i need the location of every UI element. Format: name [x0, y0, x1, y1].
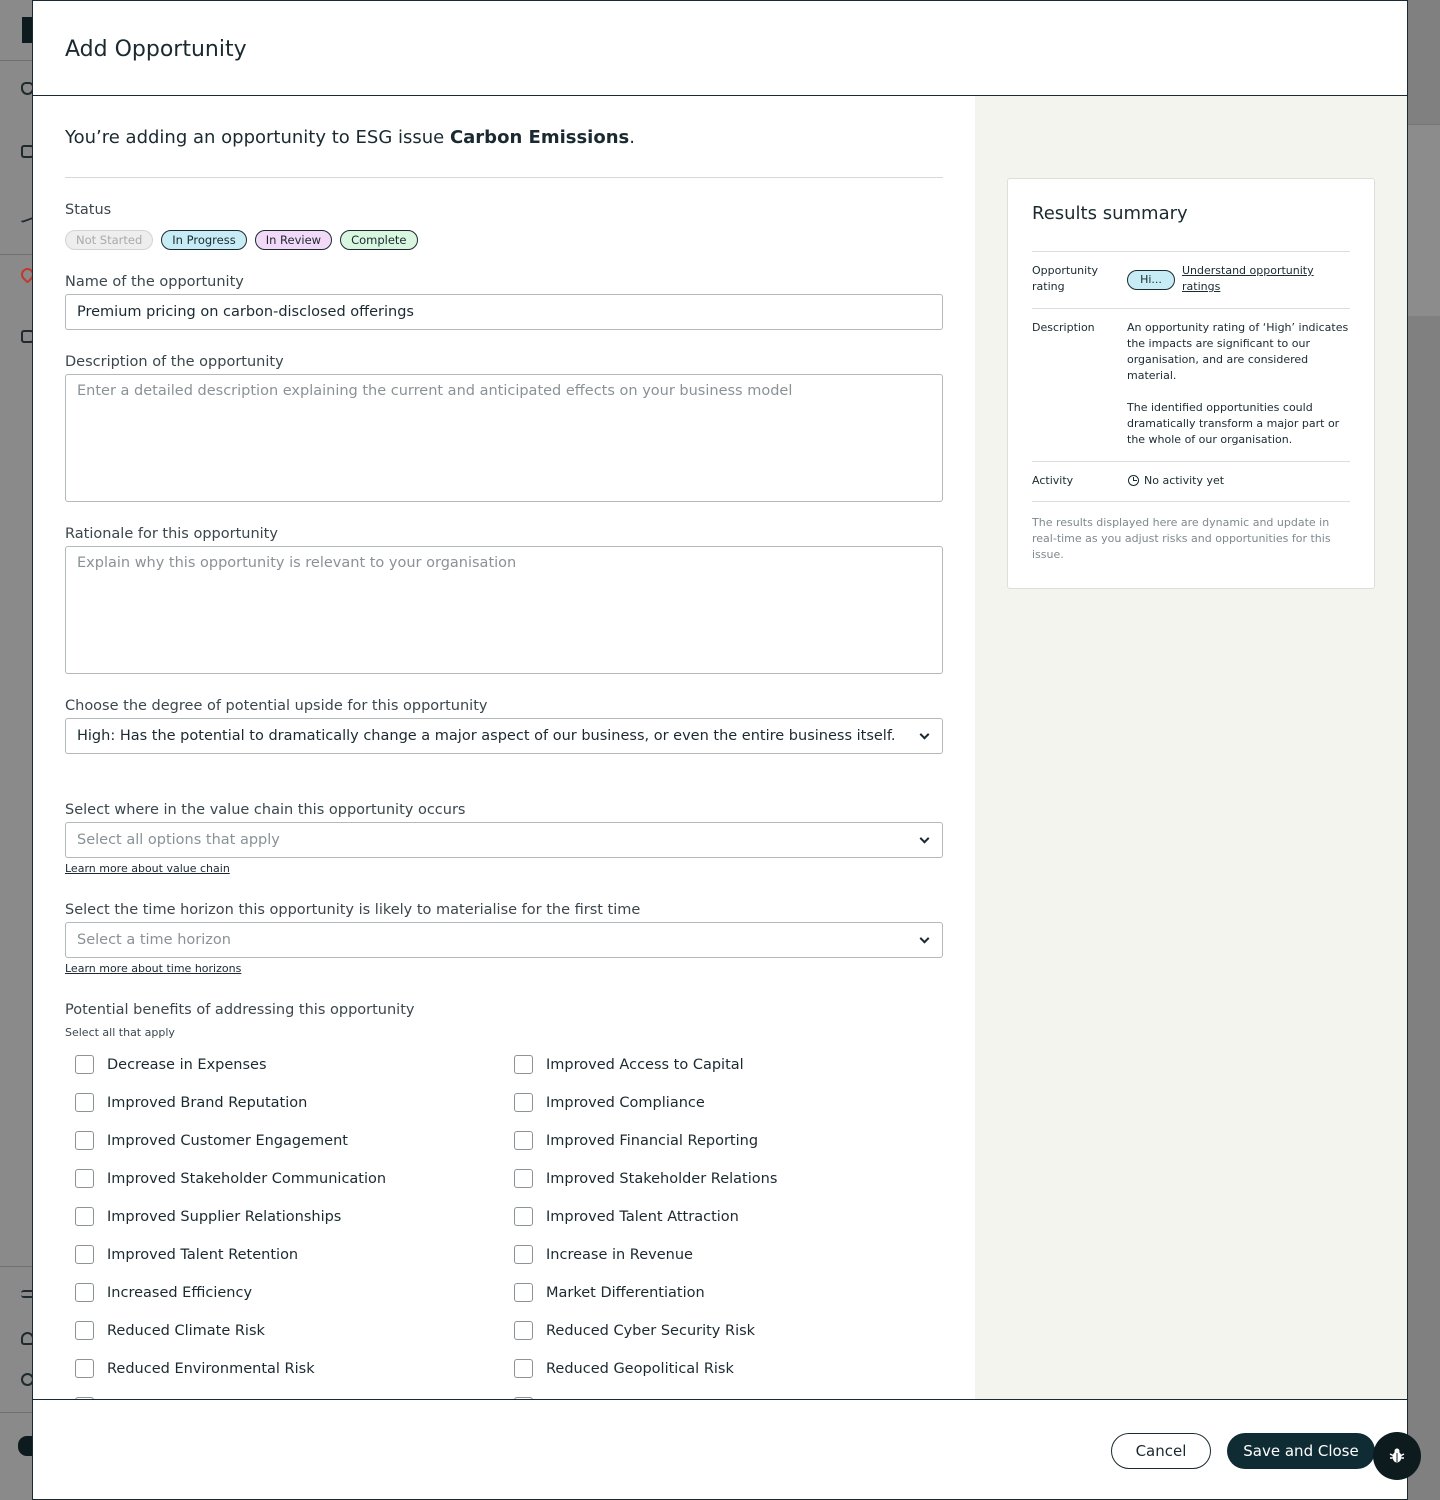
upside-select[interactable] — [65, 718, 943, 754]
activity-value: No activity yet — [1144, 474, 1225, 487]
checkbox[interactable] — [75, 1245, 94, 1264]
rating-badge: Hi... — [1127, 270, 1175, 290]
benefit-checkbox[interactable] — [514, 1207, 739, 1226]
checkbox[interactable] — [75, 1093, 94, 1112]
benefit-checkbox[interactable] — [514, 1283, 705, 1302]
checkbox[interactable] — [514, 1207, 533, 1226]
description-textarea[interactable] — [65, 374, 943, 502]
esg-issue-name: Carbon Emissions — [449, 127, 630, 148]
benefit-checkbox[interactable] — [75, 1055, 267, 1074]
benefit-checkbox[interactable] — [75, 1359, 315, 1378]
benefit-checkbox[interactable] — [75, 1207, 341, 1226]
benefit-label: Decrease in Expenses — [107, 1056, 267, 1073]
checkbox[interactable] — [514, 1283, 533, 1302]
rationale-textarea[interactable] — [65, 546, 943, 674]
benefit-label: Reduced Geopolitical Risk — [546, 1360, 734, 1377]
activity-key: Activity — [1032, 474, 1074, 487]
benefit-label: Improved Financial Reporting — [546, 1132, 759, 1149]
benefit-label: Increased Efficiency — [107, 1284, 253, 1301]
value-chain-label: Select where in the value chain this opportunity occurs — [65, 802, 466, 818]
bug-report-button[interactable] — [1373, 1432, 1421, 1480]
card-divider — [1032, 308, 1350, 309]
modal-footer — [33, 1399, 1407, 1499]
status-options — [65, 230, 418, 250]
benefit-label: Increase in Revenue — [546, 1246, 693, 1263]
upside-label: Choose the degree of potential upside for this opportunity — [65, 698, 488, 714]
benefit-checkbox[interactable] — [75, 1093, 307, 1112]
modal-header — [33, 1, 1407, 96]
status-complete[interactable]: Complete — [340, 230, 417, 250]
value-chain-select[interactable] — [65, 822, 943, 858]
status-in-progress[interactable]: In Progress — [161, 230, 246, 250]
benefit-label: Market Differentiation — [546, 1284, 705, 1301]
benefits-hint: Select all that apply — [65, 1026, 175, 1039]
benefit-checkbox[interactable] — [514, 1359, 734, 1378]
benefit-label: Improved Brand Reputation — [107, 1094, 308, 1111]
description-key: Description — [1032, 321, 1095, 334]
benefit-label: Improved Customer Engagement — [107, 1132, 348, 1149]
rating-help-link[interactable]: Understand opportunity ratings — [1182, 264, 1314, 293]
rationale-placeholder: Explain why this opportunity is relevant to your organisation — [77, 555, 517, 571]
benefit-checkbox[interactable] — [514, 1131, 758, 1150]
bug-icon — [1388, 1447, 1406, 1465]
value-chain-link[interactable]: Learn more about value chain — [65, 862, 230, 875]
rating-label-line2: rating — [1032, 280, 1065, 293]
checkbox[interactable] — [75, 1055, 94, 1074]
intro-divider — [65, 177, 943, 178]
intro-text — [65, 127, 635, 148]
benefit-label: Reduced Climate Risk — [107, 1322, 265, 1339]
benefit-checkbox[interactable] — [514, 1245, 693, 1264]
checkbox[interactable] — [514, 1359, 533, 1378]
chevron-down-icon — [920, 934, 930, 944]
benefit-checkbox[interactable] — [514, 1055, 744, 1074]
status-not-started[interactable]: Not Started — [65, 230, 153, 250]
checkbox[interactable] — [514, 1055, 533, 1074]
benefit-checkbox[interactable] — [514, 1321, 755, 1340]
name-input[interactable] — [65, 294, 943, 330]
checkbox[interactable] — [514, 1245, 533, 1264]
checkbox[interactable] — [75, 1359, 94, 1378]
checkbox[interactable] — [75, 1321, 94, 1340]
time-horizon-link[interactable]: Learn more about time horizons — [65, 962, 242, 975]
clock-icon — [1128, 475, 1139, 486]
background-panel — [1407, 124, 1440, 316]
benefit-label: Reduced Environmental Risk — [107, 1360, 315, 1377]
card-divider — [1032, 461, 1350, 462]
benefit-label: Improved Talent Retention — [107, 1246, 299, 1263]
checkbox[interactable] — [75, 1169, 94, 1188]
results-title: Results summary — [1032, 203, 1188, 224]
card-divider — [1032, 251, 1350, 252]
form-column — [33, 96, 975, 1399]
status-in-review[interactable]: In Review — [255, 230, 332, 250]
benefits-label: Potential benefits of addressing this opportunity — [65, 1002, 415, 1018]
upside-select-value: High: Has the potential to dramatically change a major aspect of our business, or even the entire business itself. — [77, 728, 896, 744]
checkbox[interactable] — [514, 1321, 533, 1340]
checkbox[interactable] — [75, 1207, 94, 1226]
modal-title: Add Opportunity — [65, 37, 247, 62]
benefit-label: Improved Stakeholder Relations — [546, 1170, 778, 1187]
intro-prefix: You’re adding an opportunity to ESG issue — [65, 127, 450, 148]
chevron-down-icon — [920, 834, 930, 844]
cancel-button[interactable]: Cancel — [1111, 1433, 1211, 1469]
benefit-label: Improved Talent Attraction — [546, 1208, 739, 1225]
checkbox[interactable] — [514, 1131, 533, 1150]
benefit-checkbox[interactable] — [75, 1245, 298, 1264]
rating-label-line1: Opportunity — [1032, 264, 1099, 277]
status-label: Status — [65, 202, 112, 218]
intro-suffix: . — [629, 127, 635, 148]
description-text-1: An opportunity rating of ‘High’ indicates the impacts are significant to our organisation, and are considered material. — [1127, 321, 1349, 382]
benefit-label: Improved Access to Capital — [546, 1056, 744, 1073]
description-label: Description of the opportunity — [65, 354, 284, 370]
description-placeholder: Enter a detailed description explaining the current and anticipated effects on your business model — [77, 383, 793, 399]
results-summary-card — [1007, 178, 1375, 589]
benefit-label: Improved Compliance — [546, 1094, 705, 1111]
checkbox[interactable] — [514, 1093, 533, 1112]
chevron-down-icon — [920, 730, 930, 740]
rating-label — [1032, 263, 1098, 295]
name-input-value: Premium pricing on carbon-disclosed offerings — [77, 304, 414, 320]
benefit-checkbox[interactable] — [75, 1283, 252, 1302]
checkbox[interactable] — [514, 1169, 533, 1188]
results-panel — [975, 96, 1407, 1399]
results-note: The results displayed here are dynamic and update in real-time as you adjust risks and opportunities for this issue. — [1032, 516, 1331, 561]
time-horizon-label: Select the time horizon this opportunity is likely to materialise for the first time — [65, 902, 641, 918]
checkbox[interactable] — [75, 1131, 94, 1150]
benefit-label: Reduced Cyber Security Risk — [546, 1322, 756, 1339]
benefit-label: Improved Stakeholder Communication — [107, 1170, 387, 1187]
time-horizon-placeholder: Select a time horizon — [77, 932, 231, 948]
name-label: Name of the opportunity — [65, 274, 244, 290]
time-horizon-select[interactable] — [65, 922, 943, 958]
benefit-label: Improved Supplier Relationships — [107, 1208, 342, 1225]
description-text-2: The identified opportunities could dramatically transform a major part or the whole of our organisation. — [1127, 401, 1340, 446]
add-opportunity-modal — [32, 0, 1408, 1500]
benefit-checkbox[interactable] — [514, 1169, 777, 1188]
benefit-checkbox[interactable] — [75, 1321, 265, 1340]
rationale-label: Rationale for this opportunity — [65, 526, 278, 542]
card-divider — [1032, 501, 1350, 502]
value-chain-placeholder: Select all options that apply — [77, 832, 280, 848]
benefit-checkbox[interactable] — [75, 1169, 386, 1188]
save-and-close-button[interactable]: Save and Close — [1227, 1433, 1375, 1469]
benefit-checkbox[interactable] — [514, 1093, 705, 1112]
checkbox[interactable] — [75, 1283, 94, 1302]
benefit-checkbox[interactable] — [75, 1131, 348, 1150]
